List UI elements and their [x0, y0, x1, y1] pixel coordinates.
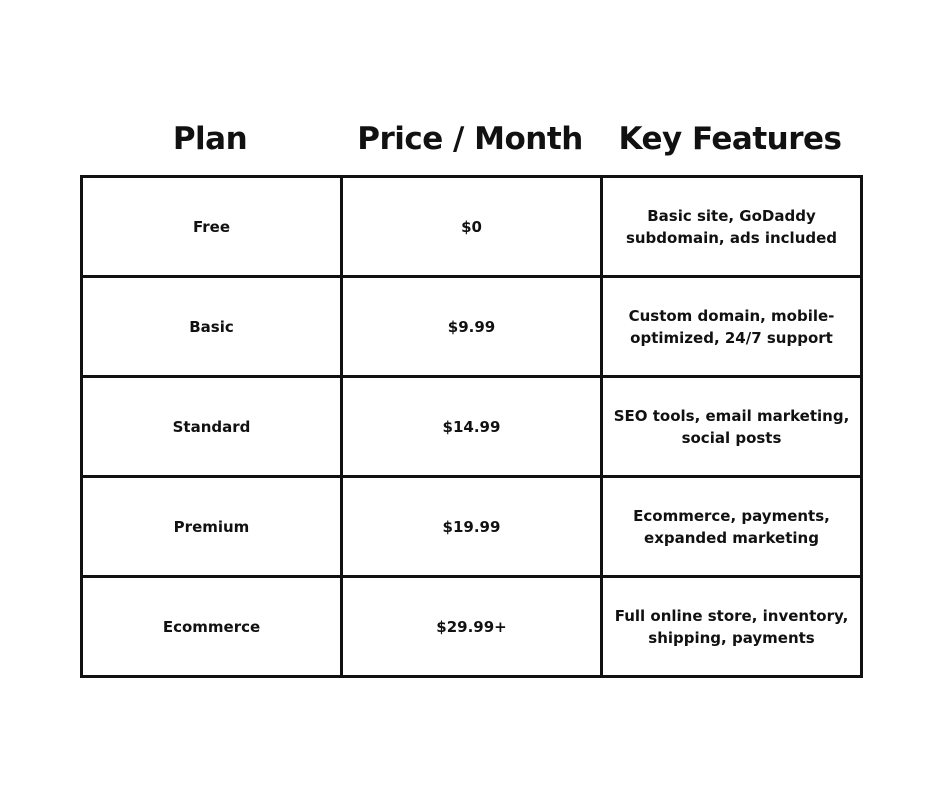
pricing-table: [80, 175, 863, 678]
plan-cell: Basic: [82, 277, 342, 377]
plan-cell: Standard: [82, 377, 342, 477]
plan-cell: Ecommerce: [82, 577, 342, 677]
table-row: [82, 577, 862, 677]
table-row: [82, 177, 862, 277]
plan-cell: Premium: [82, 477, 342, 577]
features-cell: [602, 577, 862, 677]
header-features: Key Features: [618, 121, 842, 157]
features-line: Full online store, inventory,: [614, 606, 849, 625]
header-plan: Plan: [172, 121, 248, 157]
price-cell: $0: [342, 177, 602, 277]
features-line: subdomain, ads included: [625, 228, 838, 247]
table-header: [80, 112, 860, 166]
features-line: social posts: [681, 428, 782, 447]
features-line: SEO tools, email marketing,: [613, 406, 850, 425]
price-cell: $19.99: [342, 477, 602, 577]
features-line: expanded marketing: [644, 528, 819, 547]
price-cell: $29.99+: [342, 577, 602, 677]
plan-cell: Free: [82, 177, 342, 277]
features-line: Custom domain, mobile-: [628, 306, 835, 325]
features-line: optimized, 24/7 support: [630, 328, 833, 347]
features-line: Basic site, GoDaddy: [647, 206, 816, 225]
features-line: shipping, payments: [648, 628, 815, 647]
features-cell: [602, 477, 862, 577]
table-row: [82, 277, 862, 377]
features-cell: [602, 177, 862, 277]
features-line: Ecommerce, payments,: [633, 506, 830, 525]
header-price: Price / Month: [357, 121, 583, 157]
table-row: [82, 477, 862, 577]
features-cell: [602, 277, 862, 377]
table-row: [82, 377, 862, 477]
features-cell: [602, 377, 862, 477]
price-cell: $9.99: [342, 277, 602, 377]
price-cell: $14.99: [342, 377, 602, 477]
